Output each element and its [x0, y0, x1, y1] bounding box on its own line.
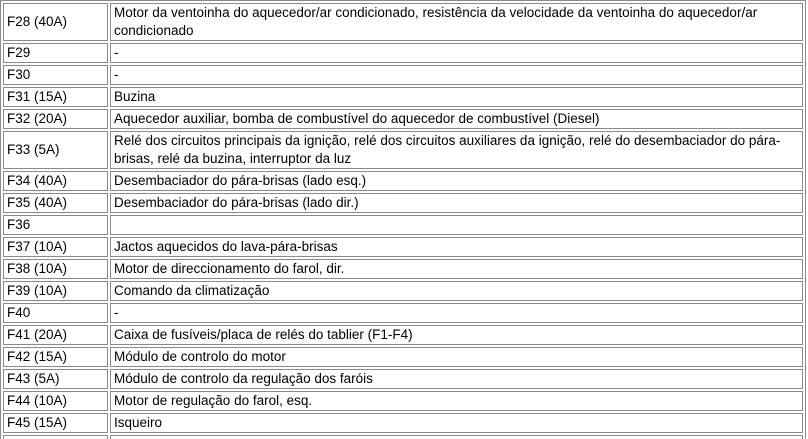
description-cell — [110, 215, 803, 235]
table-row — [3, 259, 803, 279]
description-cell: Aquecedor auxiliar, bomba de combustível do aquecedor de combustível (Diesel) — [110, 109, 803, 129]
table-row — [3, 171, 803, 191]
description-cell: Isqueiro — [110, 413, 803, 433]
fuse-id-cell: F34 (40A) — [3, 171, 108, 191]
description-cell: - — [110, 303, 803, 323]
description-cell: Módulo de controlo da regulação dos faróis — [110, 369, 803, 389]
table-row — [3, 3, 803, 41]
fuse-id-cell: F30 — [3, 65, 108, 85]
fuse-id-cell: F39 (10A) — [3, 281, 108, 301]
table-row — [3, 87, 803, 107]
fuse-id-cell: F31 (15A) — [3, 87, 108, 107]
table-row — [3, 369, 803, 389]
table-row — [3, 325, 803, 345]
fuse-id-cell: F29 — [3, 43, 108, 63]
table-row — [3, 391, 803, 411]
table-row — [3, 109, 803, 129]
description-cell: Desembaciador do pára-brisas (lado esq.) — [110, 171, 803, 191]
fuse-id-cell: F33 (5A) — [3, 131, 108, 169]
fuse-id-cell: F41 (20A) — [3, 325, 108, 345]
table-row — [3, 131, 803, 169]
fuse-id-cell: F43 (5A) — [3, 369, 108, 389]
description-cell: Comando da climatização — [110, 281, 803, 301]
description-cell: - — [110, 65, 803, 85]
fuse-id-cell: F36 — [3, 215, 108, 235]
table-row — [3, 43, 803, 63]
fuse-id-cell: F45 (15A) — [3, 413, 108, 433]
description-cell: Buzina — [110, 87, 803, 107]
table-row — [3, 281, 803, 301]
fuse-id-cell — [3, 435, 108, 439]
fuse-id-cell: F42 (15A) — [3, 347, 108, 367]
description-cell: Relé dos circuitos principais da ignição, relé dos circuitos auxiliares da ignição, relé do desembaciador do pára-brisas, relé da buzina, interruptor da luz — [110, 131, 803, 169]
fuse-id-cell: F35 (40A) — [3, 193, 108, 213]
fuse-id-cell: F37 (10A) — [3, 237, 108, 257]
description-cell: Motor da ventoinha do aquecedor/ar condicionado, resistência da velocidade da ventoinha do aquecedor/ar condicionado — [110, 3, 803, 41]
description-cell: Desembaciador do pára-brisas (lado dir.) — [110, 193, 803, 213]
description-cell: Motor de regulação do farol, esq. — [110, 391, 803, 411]
description-cell: Jactos aquecidos do lava-pára-brisas — [110, 237, 803, 257]
fuse-id-cell: F40 — [3, 303, 108, 323]
description-cell: Motor de direccionamento do farol, dir. — [110, 259, 803, 279]
table-row — [3, 215, 803, 235]
description-cell: Módulo de controlo do motor — [110, 347, 803, 367]
fuse-table-body — [3, 3, 803, 439]
table-row-partial — [3, 435, 803, 439]
table-row — [3, 303, 803, 323]
fuse-id-cell: F44 (10A) — [3, 391, 108, 411]
fuse-id-cell: F38 (10A) — [3, 259, 108, 279]
description-cell: - — [110, 43, 803, 63]
table-row — [3, 193, 803, 213]
table-row — [3, 237, 803, 257]
table-row — [3, 347, 803, 367]
description-cell — [110, 435, 803, 439]
fuse-id-cell: F28 (40A) — [3, 3, 108, 41]
fuse-id-cell: F32 (20A) — [3, 109, 108, 129]
table-row — [3, 413, 803, 433]
description-cell: Caixa de fusíveis/placa de relés do tablier (F1-F4) — [110, 325, 803, 345]
table-row — [3, 65, 803, 85]
